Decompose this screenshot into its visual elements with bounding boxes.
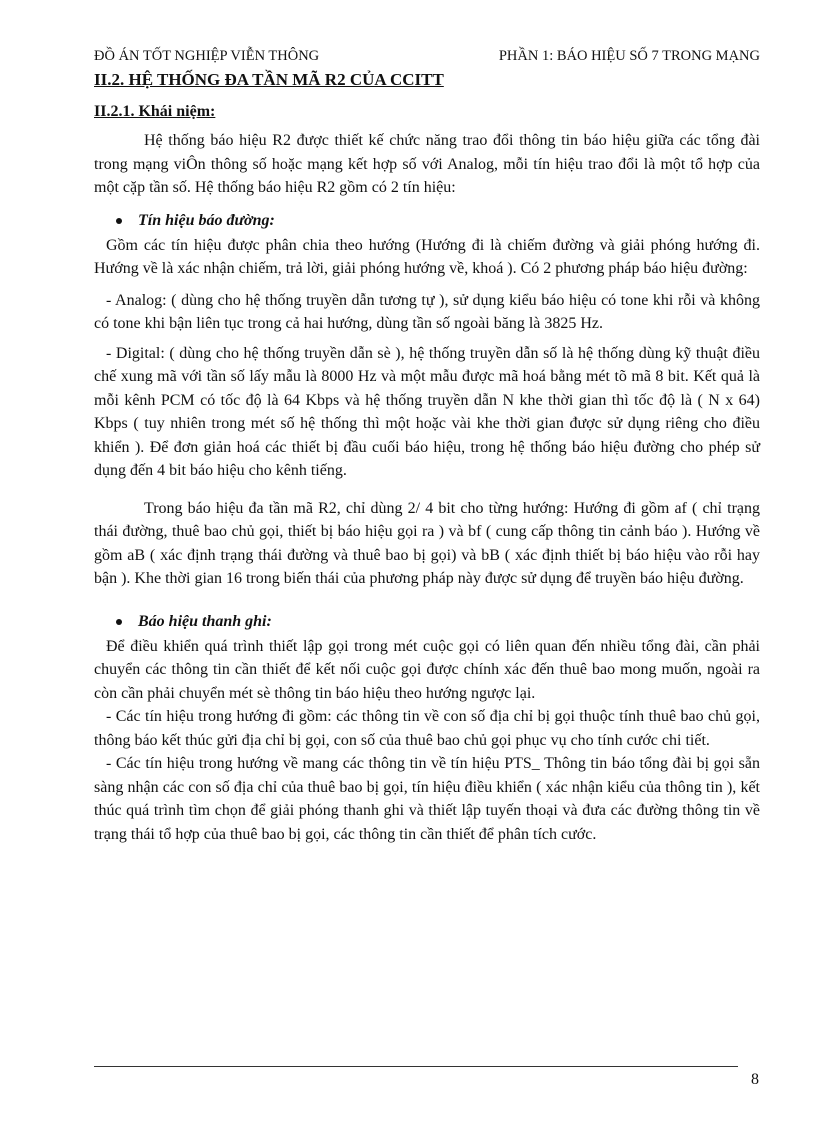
subsection-title: II.2.1. Khái niệm: [94, 103, 216, 120]
line-signaling-paragraph-1: Gồm các tín hiệu được phân chia theo hướng (Hướng đi là chiếm đường và giải phóng hướng đi. Hướng về là xác nhận chiếm, trả lời, giải phóng hướng về, khoá ). Có 2 phương pháp báo hiệu đường: [94, 236, 760, 277]
header-right: PHẦN 1: BÁO HIỆU SỐ 7 TRONG MẠNG [498, 48, 760, 64]
footer-divider [94, 1066, 738, 1067]
bullet-icon [116, 619, 122, 625]
bullet-icon [116, 218, 122, 224]
intro-paragraph: Hệ thống báo hiệu R2 được thiết kế chức năng trao đổi thông tin báo hiệu giữa các tổng đài trong mạng viÔn thông số hoặc mạng kết hợp số với Analog, mỗi tín hiệu trao đổi là một tổ hợp của một cặp tần số. Hệ thống báo hiệu R2 gồm có 2 tín hiệu: [94, 132, 760, 196]
header-left: ĐỒ ÁN TỐT NGHIỆP VIỄN THÔNG [94, 48, 320, 64]
page-header [94, 48, 760, 65]
line-signaling-paragraph-4: Trong báo hiệu đa tần mã R2, chỉ dùng 2/ 4 bit cho từng hướng: Hướng đi gồm af ( chỉ trạng thái đường, thuê bao chủ gọi, thiết bị báo hiệu gọi ra ) và bf ( cung cấp thông tin cảnh báo ). Hướng về gồm aB ( xác định trạng thái đường và thuê bao bị gọi) và bB ( xác định thiết bị báo hiệu vào rỗi hay bận ). Khe thời gian 16 trong biến thái của phương pháp này được sử dụng để truyền báo hiệu đường. [94, 499, 760, 587]
line-signaling-paragraph-3: - Digital: ( dùng cho hệ thống truyền dẫn sè ), hệ thống truyền dẫn số là hệ thống dùng kỹ thuật điều chế xung mã với tần số lấy mẫu là 8000 Hz và một mẫu được mã hoá bằng mét tõ mã 8 bit. Kết quả là mỗi kênh PCM có tốc độ là 64 Kbps và hệ thống truyền dẫn N khe thời gian thì tốc độ là ( N x 64) Kbps ( tuy nhiên trong mét số hệ thống thì một hoặc vài khe thời gian được sử dụng riêng cho điều khiển ). Để đơn giản hoá các thiết bị đầu cuối báo hiệu, trong hệ thống báo hiệu đường cho phép sử dụng đến 4 bit báo hiệu cho kênh tiếng. [94, 344, 760, 479]
document-page [94, 48, 760, 846]
bullet-heading-register-signaling [116, 611, 760, 633]
section-title: II.2. HỆ THỐNG ĐA TẦN MÃ R2 CỦA CCITT [94, 70, 444, 89]
bullet-heading-text: Tín hiệu báo đường: [138, 211, 275, 229]
register-signaling-paragraph-1: Để điều khiển quá trình thiết lập gọi trong mét cuộc gọi có liên quan đến nhiều tổng đài, cần phải chuyển các thông tin cần thiết để kết nối cuộc gọi được chính xác đến thuê bao mong muốn, ngoài ra còn cần phải chuyển mét sè thông tin báo hiệu theo hướng ngược lại. [94, 637, 760, 702]
register-signaling-paragraph-3: - Các tín hiệu trong hướng về mang các thông tin về tín hiệu PTS_ Thông tin báo tổng đài bị gọi sẵn sàng nhận các con số địa chỉ của thuê bao bị gọi, tín hiệu điều khiển ( xác nhận kiểu của thông tin ), kết thúc quá trình tìm chọn để giải phóng thanh ghi và thiết lập tuyến thoại và đưa các đường thông tin về trạng thái tổ hợp của thuê bao bị gọi, các thông tin cần thiết để phân tích cước. [94, 755, 760, 843]
register-signaling-paragraph-2: - Các tín hiệu trong hướng đi gồm: các thông tin về con số địa chỉ bị gọi thuộc tính thuê bao chủ gọi, thông báo kết thúc gửi địa chỉ bị gọi, con số của thuê bao chủ gọi phục vụ cho tính cước chi tiết. [94, 708, 760, 749]
bullet-heading-text: Báo hiệu thanh ghi: [138, 612, 272, 630]
bullet-heading-line-signaling [116, 210, 760, 232]
page-number: 8 [751, 1071, 759, 1088]
line-signaling-paragraph-2: - Analog: ( dùng cho hệ thống truyền dẫn tương tự ), sử dụng kiểu báo hiệu có tone khi rỗi và không có tone khi bận liên tục trong cả hai hướng, dùng tần số ngoài băng là 3825 Hz. [94, 291, 760, 332]
